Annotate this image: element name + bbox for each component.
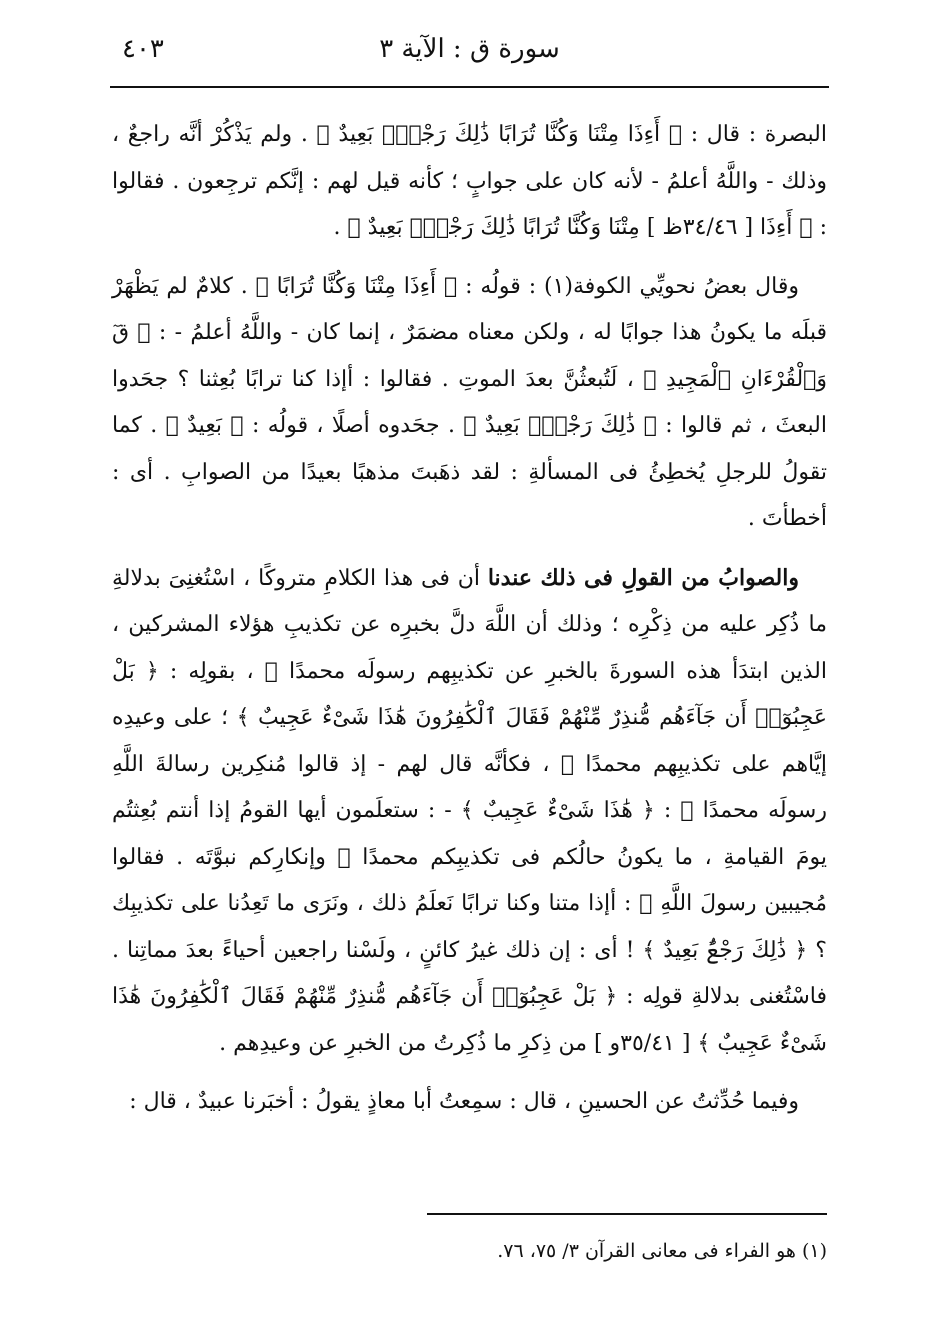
paragraph-1: البصرة : قال : ﴿ أَءِذَا مِتْنَا وَكُنَّا تُرَابًا ذَٰلِكَ رَجْعٌۢ بَعِيدٌ ﴾ . ولم يَذْكُرْ أنَّه راجعٌ ، وذلك - واللَّهُ أعلمُ - لأنه كان على جوابٍ ؛ كأنه قيل لهم : إنَّكم ترجِعون . فقالوا : ﴿ أَءِذَا [ ٣٤/٤٦ظ ] مِتْنَا وَكُنَّا تُرَابًا ذَٰلِكَ رَجْعٌۢ بَعِيدٌ ﴾ . (112, 122, 827, 240)
header-divider (110, 86, 829, 88)
running-title: سورة ق : الآية ٣ (379, 34, 560, 64)
page-number: ٤٠٣ (122, 34, 164, 64)
main-text (112, 112, 827, 1138)
footnote: (١) هو الفراء فى معانى القرآن ٣/ ٧٥، ٧٦. (497, 1240, 827, 1262)
page-header (110, 30, 829, 76)
paragraph-3-lead: والصوابُ من القولِ فى ذلك عندنا (487, 564, 799, 591)
paragraph-2: وقال بعضُ نحويِّي الكوفة(١) : قولُه : ﴿ أَءِذَا مِتْنَا وَكُنَّا تُرَابًا ﴾ . كلامٌ لم يَظْهَرْ قبلَه ما يكونُ هذا جوابًا له ، ولكن معناه مضمَرٌ ، إنما كان - واللَّهُ أعلمُ - : ﴿ قٓ وَٱلْقُرْءَانِ ٱلْمَجِيدِ ﴾ ، لَتُبعثُنَّ بعدَ الموتِ . فقالوا : أإذا كنا ترابًا بُعِثنا ؟ جحَدوا البعثَ ، ثم قالوا : ﴿ ذَٰلِكَ رَجْعٌۢ بَعِيدٌ ﴾ . جحَدوه أصلًا ، قولُه : ﴿ بَعِيدٌ ﴾ . كما تقولُ للرجلِ يُخطِئُ فى المسألةِ : لقد ذهَبتَ مذهبًا بعيدًا من الصوابِ . أى : أخطأتَ . (112, 273, 827, 531)
footnote-divider (427, 1213, 827, 1215)
paragraph-3 (112, 555, 827, 1068)
paragraph-4: وفيما حُدِّثتُ عن الحسينِ ، قال : سمِعتُ أبا معاذٍ يقولُ : أخبَرنا عبيدٌ ، قال : (129, 1089, 799, 1114)
paragraph-3-body: أن فى هذا الكلامِ متروكًا ، اسْتُغنِىَ بدلالةِ ما ذُكِر عليه من ذِكْرِه ؛ وذلك أن اللَّهَ دلَّ بخبرِه عن تكذيبِ هؤلاء المشركين ، الذين ابتدَأ هذه السورةَ بالخبرِ عن تكذيبِهم رسولَه محمدًا ﷺ ، بقولِه : ﴿ بَلْ عَجِبُوٓا۟ أَن جَآءَهُم مُّنذِرٌ مِّنْهُمْ فَقَالَ ٱلْكَٰفِرُونَ هَٰذَا شَىْءٌ عَجِيبٌ ﴾ ؛ على وعيدِه إيَّاهم على تكذيبِهم محمدًا ﷺ ، فكأنَّه قال لهم - إذ قالوا مُنكِرين رسالةَ اللَّهِ رسولَه محمدًا ﷺ : ﴿ هَٰذَا شَىْءٌ عَجِيبٌ ﴾ - : ستعلَمون أيها القومُ إذا أنتم بُعِثتُم يومَ القيامةِ ، ما يكونُ حالُكم فى تكذيبِكم محمدًا ﷺ وإنكارِكم نبوَّتَه . فقالوا مُجيبين رسولَ اللَّهِ ﷺ : أإذا متنا وكنا ترابًا نَعلَمُ ذلك ، ونَرَى ما تَعِدُنا على تكذيبِك ؟ ﴿ ذَٰلِكَ رَجْعٌۢ بَعِيدٌ ﴾ ! أى : إن ذلك غيرُ كائنٍ ، ولَسْنا راجعين أحياءً بعدَ مماتِنا . فاسْتُغنى بدلالةِ قولِه : ﴿ بَلْ عَجِبُوٓا۟ أَن جَآءَهُم مُّنذِرٌ مِّنْهُمْ فَقَالَ ٱلْكَٰفِرُونَ هَٰذَا شَىْءٌ عَجِيبٌ ﴾ [ ٣٥/٤١و ] من ذِكرِ ما ذُكِرتُ من الخبرِ عن وعيدِهم . (112, 565, 827, 1056)
